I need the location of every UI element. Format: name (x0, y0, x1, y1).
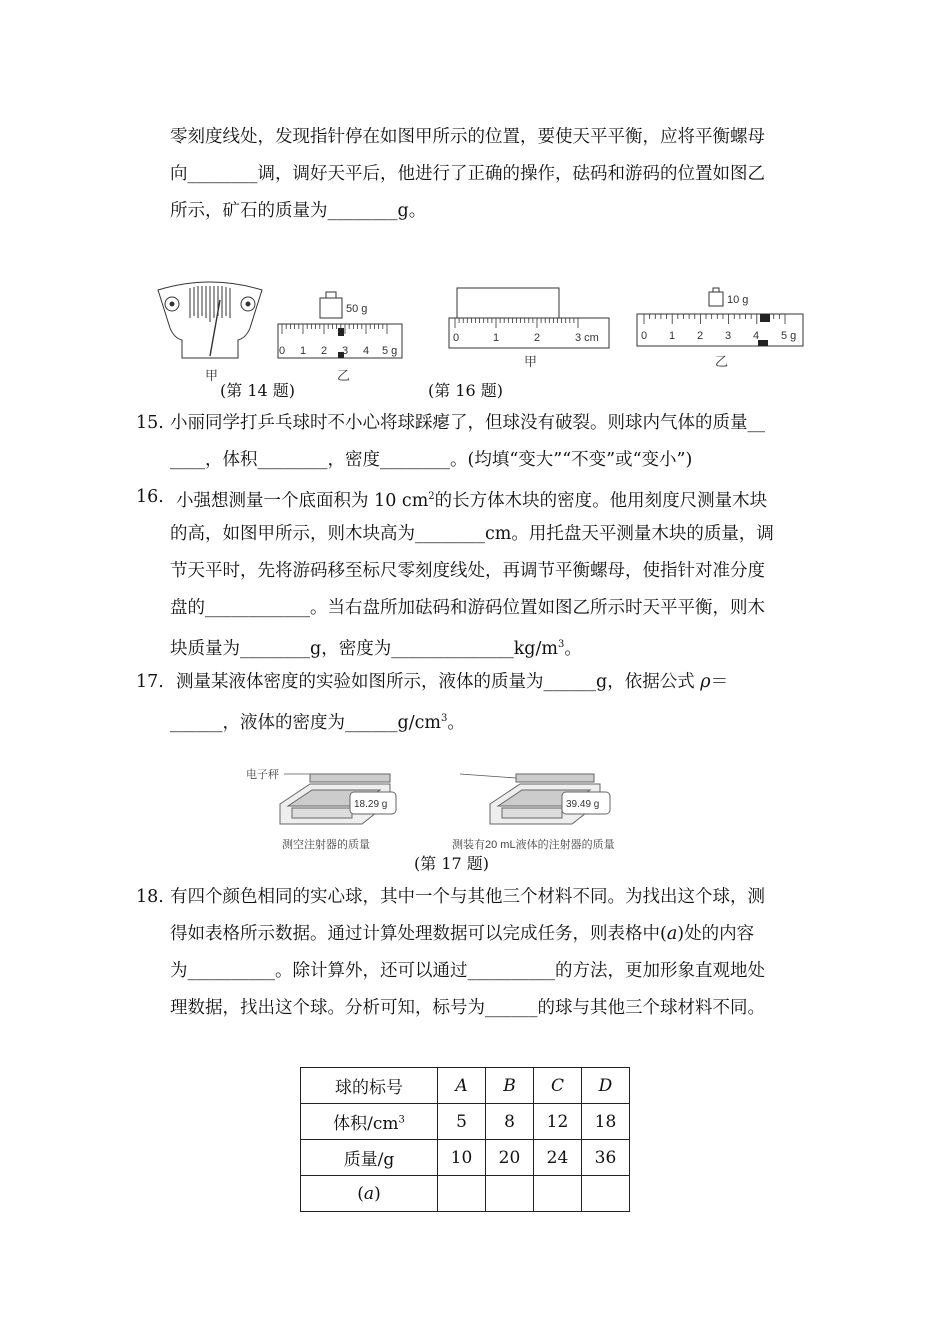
q17-line-1 (176, 669, 728, 695)
q17-line-2 (170, 706, 465, 736)
fig17-reading-left: 18.29 g (354, 799, 388, 810)
q16-line-1-sup: 2 (428, 491, 435, 502)
q18-line-4: 理数据，找出这个球。分析可知，标号为______的球与其他三个球材料不同。 (170, 998, 765, 1018)
row-a-label: (a) (301, 1176, 438, 1212)
fig17-caption-left: 测空注射器的质量 (282, 839, 370, 851)
fig16-tick-1: 1 (669, 330, 676, 342)
table-cell: 36 (582, 1140, 630, 1176)
table-cell: 20 (486, 1140, 534, 1176)
q16-line-1-post: 的长方体木块的密度。他用刻度尺测量木块 (434, 490, 768, 511)
fig14-weight-label: 50 g (346, 303, 368, 315)
fig16-tick-3: 3 (725, 330, 732, 342)
q16-line-5-pre: 块质量为________g，密度为______________kg/m (170, 638, 558, 659)
q17-line-2-post: 。 (447, 712, 465, 733)
table-header-cell: C (534, 1068, 582, 1104)
table-row-a (301, 1176, 630, 1212)
q16-line-5-sup: 3 (558, 639, 565, 650)
q18-number: 18. (136, 887, 164, 907)
fig16-caption: (第 16 题) (428, 381, 504, 400)
table-cell: 24 (534, 1140, 582, 1176)
table-cell-empty (486, 1176, 534, 1212)
q17-line-1-pre: 测量某液体密度的实验如图所示，液体的质量为______g，依据公式 (176, 672, 701, 692)
q18-line-2-pre: 得如表格所示数据。通过计算处理数据可以完成任务，则表格中( (170, 924, 667, 944)
q18-line-2 (170, 921, 754, 947)
fig16-ruler-tick-1: 1 (493, 332, 500, 344)
fig14-tick-1: 1 (300, 345, 307, 357)
fig16-tick-0: 0 (641, 330, 648, 342)
fig14-tick-0: 0 (279, 345, 286, 357)
q18-line-1: 有四个颜色相同的实心球，其中一个与其他三个材料不同。为找出这个球，测 (170, 887, 765, 907)
fig16-yi-label: 乙 (715, 354, 729, 369)
fig16-tick-4: 4 (753, 330, 760, 342)
figure-17 (240, 762, 660, 854)
fig16-weight (709, 288, 723, 306)
fig16-ruler-tick-2: 2 (534, 332, 541, 344)
q16-line-1 (176, 484, 767, 514)
q18-line-2-post: )处的内容 (677, 924, 755, 944)
fig16-jia-label: 甲 (524, 354, 538, 369)
balance-pointer-dial (158, 282, 262, 358)
q16-number: 16. (136, 487, 164, 507)
fig14-tick-3: 3 (342, 345, 349, 357)
fig14-caption: (第 14 题) (220, 381, 296, 400)
table-header-cell: D (582, 1068, 630, 1104)
q14-line-2: 向________调，调好天平后，他进行了正确的操作，砝码和游码的位置如图乙 (170, 164, 765, 184)
fig16-tick-2: 2 (697, 330, 704, 342)
table-cell: 12 (534, 1104, 582, 1140)
table-cell-empty (582, 1176, 630, 1212)
fig14-tick-4: 4 (363, 345, 370, 357)
q15-line-2: ____，体积________，密度________。(均填“变大”“不变”或“变小”) (170, 450, 693, 470)
figure-16 (445, 282, 815, 372)
q14-line-1: 零刻度线处，发现指针停在如图甲所示的位置，要使天平平衡，应将平衡螺母 (170, 127, 765, 147)
table-header-label: 球的标号 (301, 1068, 438, 1104)
table-cell: 10 (438, 1140, 486, 1176)
table-cell-empty (534, 1176, 582, 1212)
table-header-row (301, 1068, 630, 1104)
q17-line-2-pre: ______，液体的密度为______g/cm (170, 712, 441, 733)
q18-line-2-var: a (666, 924, 678, 944)
table-cell: 8 (486, 1104, 534, 1140)
table-header-cell: B (486, 1068, 534, 1104)
mass-label: 质量/g (301, 1140, 438, 1176)
fig14-yi-label: 乙 (337, 368, 351, 383)
fig16-rider-scale (637, 314, 803, 346)
q17-line-2-sup: 3 (441, 713, 448, 724)
q14-line-3: 所示，矿石的质量为________g。 (170, 201, 427, 221)
fig17-caption: (第 17 题) (414, 854, 490, 873)
fig14-jia-label: 甲 (205, 368, 219, 383)
fig17-scale-label: 电子秤 (246, 769, 279, 781)
q15-number: 15. (136, 413, 164, 433)
table-row-mass (301, 1140, 630, 1176)
table-cell-empty (438, 1176, 486, 1212)
fig16-weight-label: 10 g (727, 294, 749, 306)
table-cell: 18 (582, 1104, 630, 1140)
fig14-weight (320, 292, 342, 318)
ball-data-table (300, 1067, 630, 1212)
fig17-caption-right: 测装有20 mL液体的注射器的质量 (452, 839, 615, 851)
fig16-ruler-tick-3: 3 cm (575, 332, 599, 344)
q17-number: 17. (136, 672, 164, 692)
q16-line-2: 的高，如图甲所示，则木块高为________cm。用托盘天平测量木块的质量，调 (170, 524, 774, 544)
fig16-ruler-tick-0: 0 (453, 332, 460, 344)
fig17-reading-right: 39.49 g (566, 799, 600, 810)
table-header-cell: A (438, 1068, 486, 1104)
q16-line-5-post: 。 (564, 638, 582, 659)
q16-line-3: 节天平时，先将游码移至标尺零刻度线处，再调节平衡螺母，使指针对准分度 (170, 561, 765, 581)
q16-line-5 (170, 632, 582, 662)
q17-line-1-post: ＝ (710, 672, 729, 692)
q18-line-3: 为__________。除计算外，还可以通过__________的方法，更加形象直观地处 (170, 961, 765, 981)
table-row-volume (301, 1104, 630, 1140)
fig14-tick-2: 2 (321, 345, 328, 357)
fig16-tick-5: 5 g (781, 330, 797, 342)
q16-line-4: 盘的____________。当右盘所加砝码和游码位置如图乙所示时天平平衡，则木 (170, 598, 765, 618)
q16-line-1-pre: 小强想测量一个底面积为 10 cm (176, 490, 429, 511)
q15-line-1: 小丽同学打乒乓球时不小心将球踩瘪了，但球没有破裂。则球内气体的质量__ (170, 413, 765, 433)
volume-label: 体积$/cm^3$ (301, 1104, 438, 1140)
fig14-tick-5: 5 g (382, 345, 398, 357)
q17-rho: ρ (700, 672, 711, 692)
table-cell: 5 (438, 1104, 486, 1140)
figure-14 (150, 278, 420, 388)
